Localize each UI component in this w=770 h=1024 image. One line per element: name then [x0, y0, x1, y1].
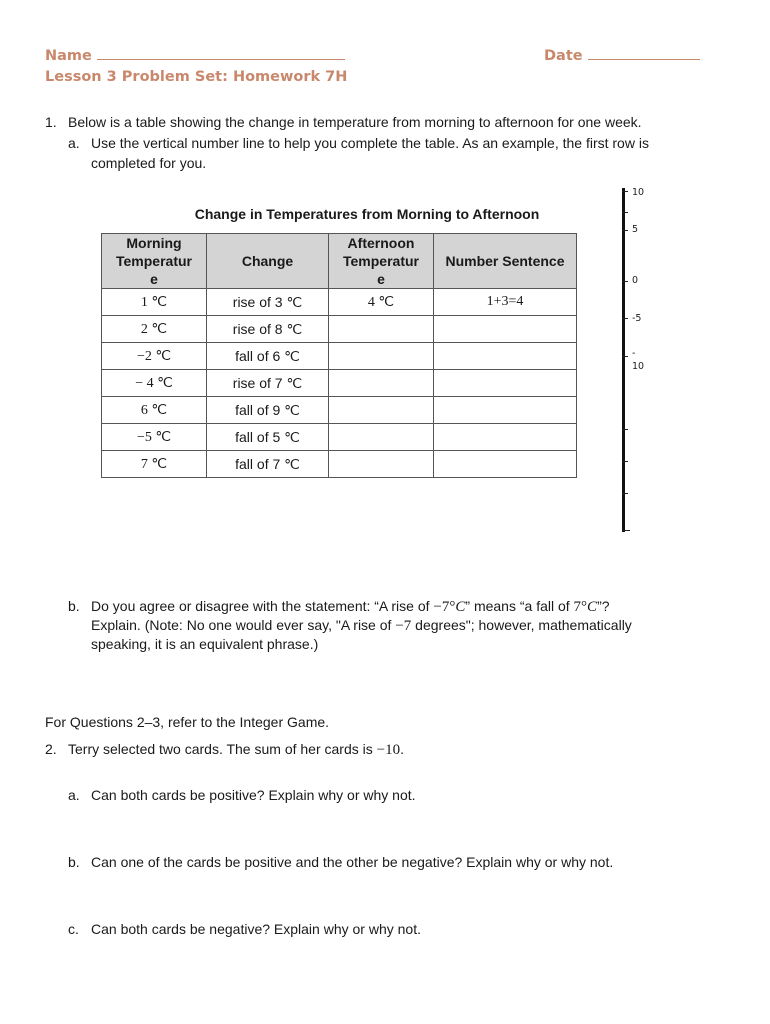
table-row — [102, 289, 577, 316]
number-line-tick — [622, 429, 628, 430]
cell-afternoon[interactable] — [329, 370, 434, 397]
q2-number: 2. — [45, 741, 57, 757]
q2a-letter: a. — [68, 787, 80, 803]
number-line-label: -5 — [632, 313, 642, 324]
q1b-line2 — [91, 616, 632, 636]
cell-morning: 6 ℃ — [102, 397, 207, 424]
q2b-letter: b. — [68, 854, 80, 870]
q2c-text: Can both cards be negative? Explain why or why not. — [91, 921, 421, 937]
cell-morning: −5 ℃ — [102, 424, 207, 451]
q2c-letter: c. — [68, 921, 79, 937]
name-blank[interactable] — [97, 47, 345, 60]
cell-change: rise of 7 ℃ — [207, 370, 329, 397]
cell-morning: −2 ℃ — [102, 343, 207, 370]
q1a-letter: a. — [68, 135, 80, 151]
cell-number-sentence[interactable] — [434, 343, 577, 370]
header-morning-l3: e — [150, 271, 158, 287]
cell-morning: 1 ℃ — [102, 289, 207, 316]
math-expression: 7° — [573, 599, 588, 615]
header-afternoon — [329, 234, 434, 289]
number-line-tick — [622, 318, 628, 319]
cell-number-sentence: 1+3=4 — [434, 289, 577, 316]
number-line-tick — [622, 356, 628, 357]
date-line — [544, 47, 700, 64]
number-line-tick — [622, 461, 628, 462]
header-morning-l2: Temperatur — [116, 253, 192, 269]
table-row — [102, 397, 577, 424]
math-expression: −7° — [433, 599, 456, 615]
number-line-label: 10 — [632, 187, 645, 198]
q2b-text: Can one of the cards be positive and the other be negative? Explain why or why not. — [91, 854, 614, 870]
cell-afternoon[interactable] — [329, 397, 434, 424]
cell-change: rise of 3 ℃ — [207, 289, 329, 316]
number-line-label: 10 — [632, 361, 645, 372]
number-line-axis — [622, 188, 625, 532]
q1-text: Below is a table showing the change in temperature from morning to afternoon for one week. — [68, 114, 642, 130]
q1b-text: degrees"; however, mathematically — [411, 617, 632, 633]
cell-afternoon[interactable] — [329, 316, 434, 343]
table-row — [102, 424, 577, 451]
math-expression: −7 — [395, 618, 412, 634]
cell-number-sentence[interactable] — [434, 370, 577, 397]
cell-change: fall of 6 ℃ — [207, 343, 329, 370]
table-header-row — [102, 234, 577, 289]
header-change: Change — [207, 234, 329, 289]
cell-number-sentence[interactable] — [434, 397, 577, 424]
header-morning-l1: Morning — [126, 235, 182, 251]
number-line-label: - — [632, 348, 636, 359]
math-unit: C — [587, 599, 598, 615]
cell-afternoon[interactable] — [329, 343, 434, 370]
q1b-letter: b. — [68, 598, 80, 614]
cell-number-sentence[interactable] — [434, 316, 577, 343]
q1a-line1: Use the vertical number line to help you complete the table. As an example, the first row is — [91, 135, 649, 151]
number-line-tick — [622, 530, 630, 531]
number-line-tick — [622, 281, 628, 282]
q1b-line1 — [91, 597, 610, 617]
header-afternoon-l3: e — [377, 271, 385, 287]
intro-questions-2-3: For Questions 2–3, refer to the Integer Game. — [45, 714, 330, 730]
math-expression: −10 — [376, 742, 401, 758]
table-row — [102, 316, 577, 343]
q1b-text: ” means “a fall of — [465, 598, 574, 614]
cell-morning: 2 ℃ — [102, 316, 207, 343]
number-line-tick — [622, 230, 628, 231]
date-blank[interactable] — [588, 47, 700, 60]
cell-afternoon: 4 ℃ — [329, 289, 434, 316]
q2-text-end: . — [400, 741, 404, 757]
table-row — [102, 370, 577, 397]
header-morning — [102, 234, 207, 289]
cell-change: rise of 8 ℃ — [207, 316, 329, 343]
cell-number-sentence[interactable] — [434, 451, 577, 478]
q1b-line3: speaking, it is an equivalent phrase.) — [91, 636, 319, 652]
q2a-text: Can both cards be positive? Explain why or why not. — [91, 787, 416, 803]
table-row — [102, 451, 577, 478]
number-line-label: 5 — [632, 224, 639, 235]
number-line-tick — [622, 493, 628, 494]
number-line-label: 0 — [632, 275, 639, 286]
temperature-table — [101, 233, 577, 478]
header-afternoon-l2: Temperatur — [343, 253, 419, 269]
q1a-line2: completed for you. — [91, 155, 207, 171]
q2-text-main: Terry selected two cards. The sum of her cards is — [68, 741, 377, 757]
math-unit: C — [455, 599, 466, 615]
header-number-sentence: Number Sentence — [434, 234, 577, 289]
number-line-tick — [622, 212, 628, 213]
header-afternoon-l1: Afternoon — [347, 235, 415, 251]
table-title: Change in Temperatures from Morning to Afternoon — [194, 206, 540, 222]
lesson-subtitle: Lesson 3 Problem Set: Homework 7H — [45, 69, 348, 85]
q1-number: 1. — [45, 114, 57, 130]
q1b-text: ”? — [597, 598, 610, 614]
q1b-text: Do you agree or disagree with the statement: “A rise of — [91, 598, 434, 614]
table-row — [102, 343, 577, 370]
name-label: Name — [45, 48, 92, 64]
cell-change: fall of 7 ℃ — [207, 451, 329, 478]
date-label: Date — [544, 48, 583, 64]
cell-change: fall of 5 ℃ — [207, 424, 329, 451]
q1b-text: Explain. (Note: No one would ever say, "A rise of — [91, 617, 396, 633]
cell-morning: − 4 ℃ — [102, 370, 207, 397]
q2-text — [68, 740, 404, 760]
cell-change: fall of 9 ℃ — [207, 397, 329, 424]
cell-number-sentence[interactable] — [434, 424, 577, 451]
number-line-tick — [622, 191, 628, 192]
name-line — [45, 47, 345, 64]
cell-afternoon[interactable] — [329, 424, 434, 451]
cell-morning: 7 ℃ — [102, 451, 207, 478]
cell-afternoon[interactable] — [329, 451, 434, 478]
